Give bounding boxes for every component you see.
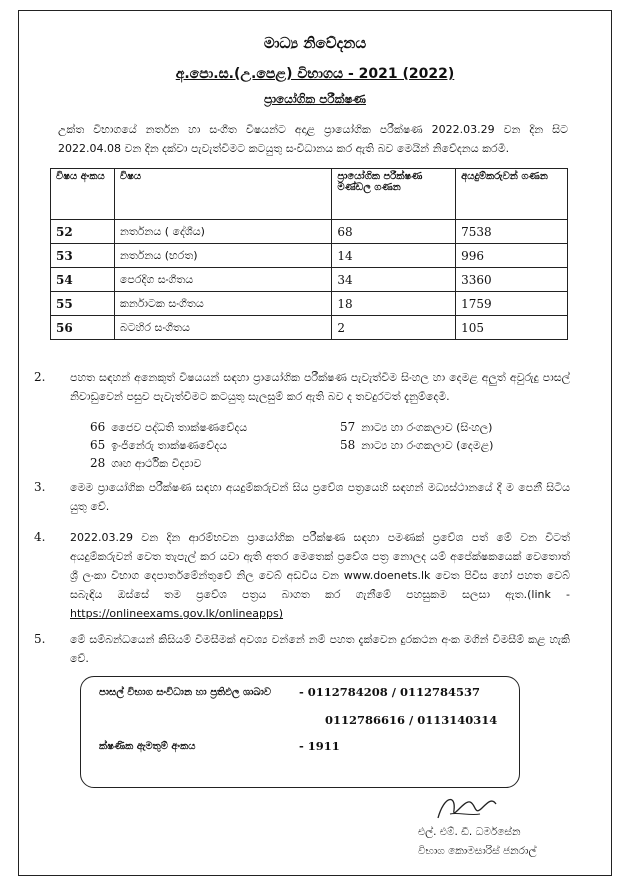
- section-heading: ප්‍රායෝගික පරීක්ෂණ: [263, 92, 367, 106]
- section-2-text: පහත සඳහන් අනෙකුත් විෂයයන් සඳහා ප්‍රායෝගික පරීක්ෂණ පැවැත්වීම සිංහල හා දෙමළ අලුත් අවුරුදු පාසල් නිවාඩුවෙන් පසුව පැවැත්වීමට කටයුතු සැලසුම් කර ඇති බව ද තවදුරටත් දැනුම්දෙමි.: [70, 371, 570, 403]
- section-3-number: 3.: [34, 480, 46, 494]
- contact-box: [80, 676, 520, 788]
- board-count: 18: [332, 292, 456, 316]
- section-4-number: 4.: [34, 530, 46, 544]
- subject-name: බටහිර සංගීතය: [114, 316, 331, 340]
- header-subject-no: විෂය අංකය: [51, 169, 115, 220]
- subject-item: [90, 456, 201, 471]
- board-count: 34: [332, 268, 456, 292]
- signature-mark: [430, 790, 500, 826]
- applicant-count: 1759: [456, 292, 568, 316]
- subject-item: [90, 438, 227, 453]
- subject-item: [90, 420, 247, 435]
- section-3-text: මෙම ප්‍රායෝගික පරීක්ෂණ සඳහා අයදුම්කරුවන් සිය ප්‍රවේශ පත්‍රයෙහි සඳහන් මධ්‍යස්ථානයේ දී ම පෙනී සිටිය යුතු වේ.: [70, 481, 570, 513]
- subject-name: නර්තනය ( දේශීය): [114, 220, 331, 244]
- subject-no: 54: [51, 268, 115, 292]
- subject-name: පෙරදිග සංගීතය: [114, 268, 331, 292]
- intro-paragraph: උක්ත විභාගයේ නර්තන හා සංගීත විෂයන්ට අදාළ ප්‍රායෝගික පරීක්ෂණ 2022.03.29 වන දින සිට 2022.04.08 වන දින දක්වා පැවැත්වීමට කටයුතු සංවිධානය කර ඇති බව මෙයින් නිවේදනය කරමි.: [58, 123, 568, 155]
- subject-item-name: ඉංජිනේරු තාක්ෂණවේදය: [111, 439, 227, 452]
- subject-item-no: 28: [90, 456, 106, 470]
- subject-item-name: ජෛව පද්ධති තාක්ෂණවේදය: [111, 421, 248, 434]
- applicant-count: 3360: [456, 268, 568, 292]
- subject-no: 52: [51, 220, 115, 244]
- section-4-text: [70, 528, 570, 623]
- section-5-text: මේ සම්බන්ධයෙන් කිසියම් විමසීමක් අවශ්‍ය වන්නේ නම් පහත දැක්වෙන දුරකථන අංක මගින් විමසීම් කළ හැකි වේ.: [70, 633, 570, 665]
- hotline-number: - 1911: [299, 739, 340, 753]
- online-apps-link[interactable]: https://onlineexams.gov.lk/onlineapps): [70, 607, 284, 620]
- board-count: 14: [332, 244, 456, 268]
- subject-no: 56: [51, 316, 115, 340]
- header-subject: විෂය: [114, 169, 331, 220]
- subject-item-name: ගෘහ ආර්ථික විද්‍යාව: [111, 457, 202, 470]
- subject-name: කර්නාටක සංගීතය: [114, 292, 331, 316]
- branch-phones-1: - 0112784208 / 0112784537: [299, 685, 481, 699]
- board-count: 2: [332, 316, 456, 340]
- signatory-name: එල්. එම්. ඩී. ධර්මසේන: [418, 826, 521, 838]
- subject-name: නර්තනය (භරත): [114, 244, 331, 268]
- hotline-label: ක්ෂණික ඇමතුම් අංකය: [99, 741, 196, 752]
- signatory-title: විභාග කොමසාරිස් ජනරාල්: [418, 845, 537, 857]
- table-row: [51, 292, 568, 316]
- subject-item-name: නාට්‍ය හා රංගකලාව (සිංහල): [361, 421, 493, 434]
- subject-no: 55: [51, 292, 115, 316]
- subject-item-no: 65: [90, 438, 106, 452]
- table-row: [51, 316, 568, 340]
- section-4-body: 2022.03.29 වන දින ආරම්භවන ප්‍රායෝගික පරීක්ෂණ සඳහා පමණක් ප්‍රවේශ පත් මේ වන විටත් අයදුම්කරුවන් වෙත තැපැල් කර යවා ඇති අතර මෙතෙක් ප්‍රවේශ පත්‍ර නොලද යම් අපේක්ෂකයෙක් වෙතොත් ශ්‍රී ලංකා විභාග දෙපාර්තමේන්තුවේ නිල වෙබ් අඩවිය වන www.doenets.lk වෙත පිවිස හෝ පහත වෙබ් සබැඳිය ඔස්සේ තම ප්‍රවේශ පත්‍රය බාගත කර ගැනීමේ පහසුකම සලසා ඇත.(link -: [70, 531, 570, 601]
- applicant-count: 996: [456, 244, 568, 268]
- table-row: [51, 220, 568, 244]
- table-header-row: [51, 169, 568, 220]
- table-row: [51, 244, 568, 268]
- page-title: මාධ්‍ය නිවේදනය: [263, 34, 367, 52]
- applicant-count: 105: [456, 316, 568, 340]
- table-row: [51, 268, 568, 292]
- subject-item-no: 58: [340, 438, 356, 452]
- header-applicants: අයදුම්කරුවන් ගණන: [456, 169, 568, 220]
- subject-item: [340, 438, 493, 453]
- exam-table: [50, 168, 568, 340]
- branch-phones-2: 0112786616 / 0113140314: [325, 713, 498, 727]
- header-boards: ප්‍රායෝගික පරීක්ෂණ මණ්ඩල ගණන: [332, 169, 456, 220]
- exam-subtitle: අ.පො.ස.(උ.පෙළ) විභාගය - 2021 (2022): [175, 66, 455, 82]
- subject-no: 53: [51, 244, 115, 268]
- applicant-count: 7538: [456, 220, 568, 244]
- subject-item-no: 66: [90, 420, 106, 434]
- board-count: 68: [332, 220, 456, 244]
- section-2-number: 2.: [34, 370, 46, 384]
- section-5-number: 5.: [34, 632, 46, 646]
- subject-item-no: 57: [340, 420, 356, 434]
- branch-label: පාසල් විභාග සංවිධාන හා ප්‍රතිඵල ශාඛාව: [99, 687, 272, 698]
- subject-item-name: නාට්‍ය හා රංගකලාව (දෙමළ): [361, 439, 494, 452]
- subject-item: [340, 420, 492, 435]
